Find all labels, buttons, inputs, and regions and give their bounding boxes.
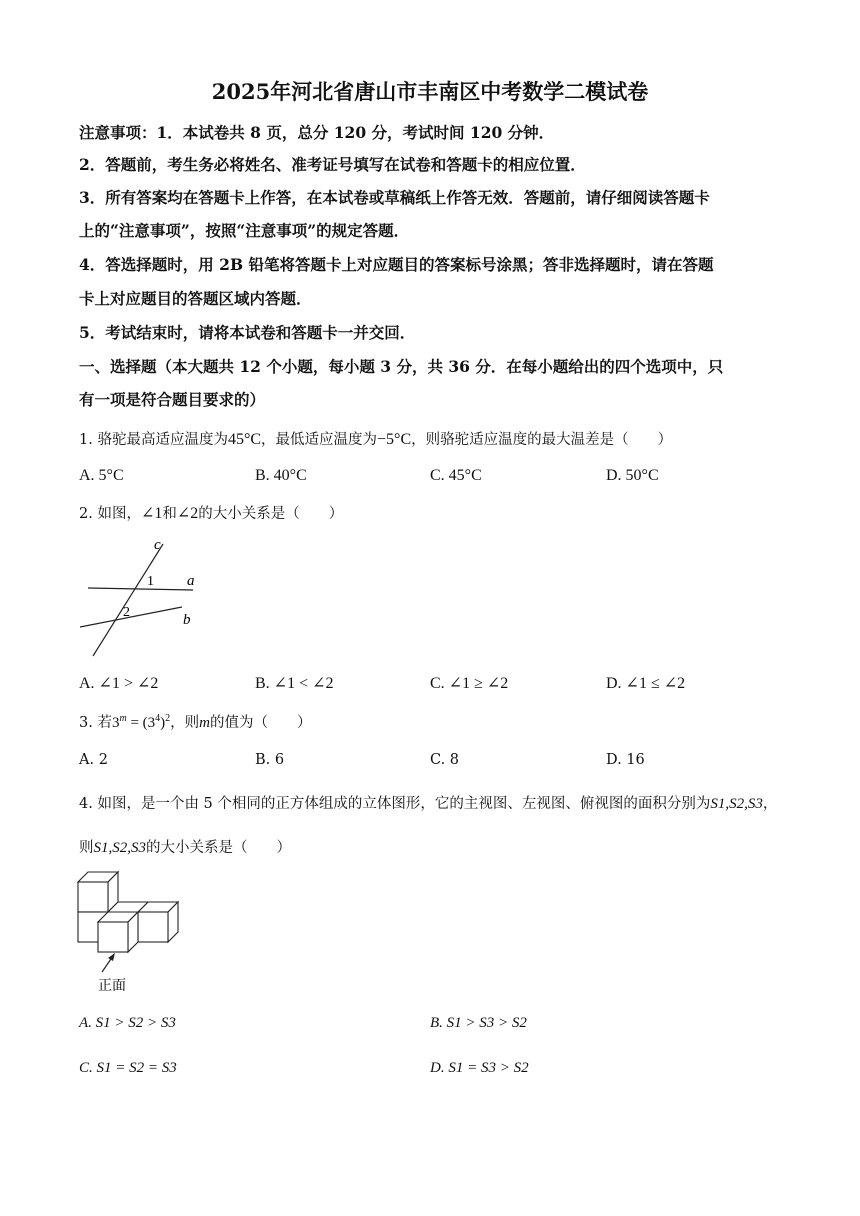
cube-face bbox=[78, 882, 108, 912]
question-1 bbox=[79, 428, 672, 449]
q2-option-d[interactable]: D. ∠1 ≤ ∠2 bbox=[606, 675, 686, 692]
q1-text: ，最低适应温度为 bbox=[261, 432, 378, 448]
q1-option-d[interactable]: D. 50°C bbox=[606, 467, 659, 484]
question-4-line-2 bbox=[79, 836, 291, 857]
note-line: 上的“注意事项”，按照“注意事项”的规定答题． bbox=[79, 221, 410, 240]
q3-equation: = (3 bbox=[126, 715, 156, 731]
q3-exponent: 2 bbox=[165, 713, 171, 724]
q3-option-d[interactable]: D. 16 bbox=[606, 752, 645, 768]
question-4 bbox=[79, 792, 777, 813]
q2-text: 的大小关系是（ ） bbox=[198, 506, 344, 522]
q1-text: ，则骆驼适应温度的最大温差是（ ） bbox=[411, 432, 673, 448]
q2-angle: ∠2 bbox=[176, 505, 199, 522]
note-line: 注意事项：1．本试卷共 8 页，总分 120 分，考试时间 120 分钟． bbox=[79, 123, 555, 142]
q1-option-a[interactable]: A. 5°C bbox=[79, 467, 124, 484]
q1-text: 1. 骆驼最高适应温度为 bbox=[79, 432, 228, 448]
line-c bbox=[93, 544, 163, 656]
page-title: 2025年河北省唐山市丰南区中考数学二模试卷 bbox=[211, 79, 649, 104]
arrow-head-icon bbox=[108, 953, 115, 961]
label-angle-2: 2 bbox=[123, 605, 130, 620]
front-label: 正面 bbox=[98, 979, 126, 994]
q3-base: 3 bbox=[111, 715, 120, 731]
label-a: a bbox=[187, 573, 195, 589]
q4-option-c[interactable]: C. S1 = S2 = S3 bbox=[79, 1060, 177, 1076]
q3-paren: ) bbox=[160, 715, 166, 731]
q2-option-b[interactable]: B. ∠1 < ∠2 bbox=[255, 675, 334, 692]
note-line: 卡上对应题目的答题区域内答题． bbox=[79, 289, 312, 308]
q4-text: 的大小关系是（ ） bbox=[146, 840, 291, 856]
line-b bbox=[80, 607, 182, 627]
q3-text: 3. 若 bbox=[79, 715, 112, 731]
q4-text: 4. 如图，是一个由 5 个相同的正方体组成的立体图形，它的主视图、左视图、俯视图的面积分别为 bbox=[79, 796, 711, 812]
q3-option-a[interactable]: A. 2 bbox=[79, 752, 108, 768]
q4-text: ， bbox=[762, 796, 778, 812]
q4-text: 则 bbox=[79, 840, 94, 856]
q2-angle: ∠1 bbox=[140, 505, 163, 522]
note-line: 4．答选择题时，用 2B 铅笔将答题卡上对应题目的答案标号涂黑；答非选择题时，请在答题 bbox=[79, 255, 714, 274]
label-angle-1: 1 bbox=[147, 574, 154, 589]
question-2 bbox=[79, 502, 343, 523]
q4-option-b[interactable]: B. S1 > S3 > S2 bbox=[430, 1015, 527, 1031]
cube-face bbox=[98, 922, 128, 952]
q1-value: 45°C bbox=[227, 431, 262, 448]
q4-vars: S1,S2,S3 bbox=[93, 840, 146, 856]
q3-text: 的值为（ ） bbox=[210, 715, 312, 731]
q1-option-c[interactable]: C. 45°C bbox=[430, 467, 482, 484]
q2-option-c[interactable]: C. ∠1 ≥ ∠2 bbox=[430, 675, 509, 692]
q2-text: 和 bbox=[162, 506, 177, 522]
q3-text: ，则 bbox=[170, 715, 200, 731]
q2-option-a[interactable]: A. ∠1 > ∠2 bbox=[79, 675, 159, 692]
q3-variable: m bbox=[199, 715, 210, 731]
note-line: 5．考试结束时，请将本试卷和答题卡一并交回． bbox=[79, 323, 416, 342]
q4-cube-figure bbox=[74, 868, 186, 996]
q1-option-b[interactable]: B. 40°C bbox=[255, 467, 307, 484]
q3-exponent: m bbox=[119, 713, 127, 724]
note-line: 3．所有答案均在答题卡上作答，在本试卷或草稿纸上作答无效．答题前，请仔细阅读答题卡 bbox=[79, 188, 710, 207]
q3-option-c[interactable]: C. 8 bbox=[430, 752, 460, 768]
label-b: b bbox=[183, 612, 191, 628]
line-a bbox=[88, 588, 193, 590]
note-line: 2．答题前，考生务必将姓名、准考证号填写在试卷和答题卡的相应位置． bbox=[79, 155, 586, 174]
q3-exponent: 4 bbox=[155, 713, 161, 724]
q2-figure bbox=[70, 532, 210, 662]
question-3 bbox=[79, 711, 312, 732]
cube-face bbox=[138, 912, 168, 942]
q3-option-b[interactable]: B. 6 bbox=[255, 752, 285, 768]
label-c: c bbox=[154, 537, 161, 553]
q2-text: 2. 如图， bbox=[79, 506, 141, 522]
section-heading: 有一项是符合题目要求的） bbox=[79, 390, 266, 409]
section-heading: 一、选择题（本大题共 12 个小题，每小题 3 分，共 36 分．在每小题给出的四个选项中，只 bbox=[79, 357, 724, 376]
q1-value: −5°C bbox=[377, 431, 412, 448]
q4-option-a[interactable]: A. S1 > S2 > S3 bbox=[79, 1015, 176, 1031]
q4-vars: S1,S2,S3 bbox=[710, 796, 763, 812]
q4-option-d[interactable]: D. S1 = S3 > S2 bbox=[430, 1060, 529, 1076]
